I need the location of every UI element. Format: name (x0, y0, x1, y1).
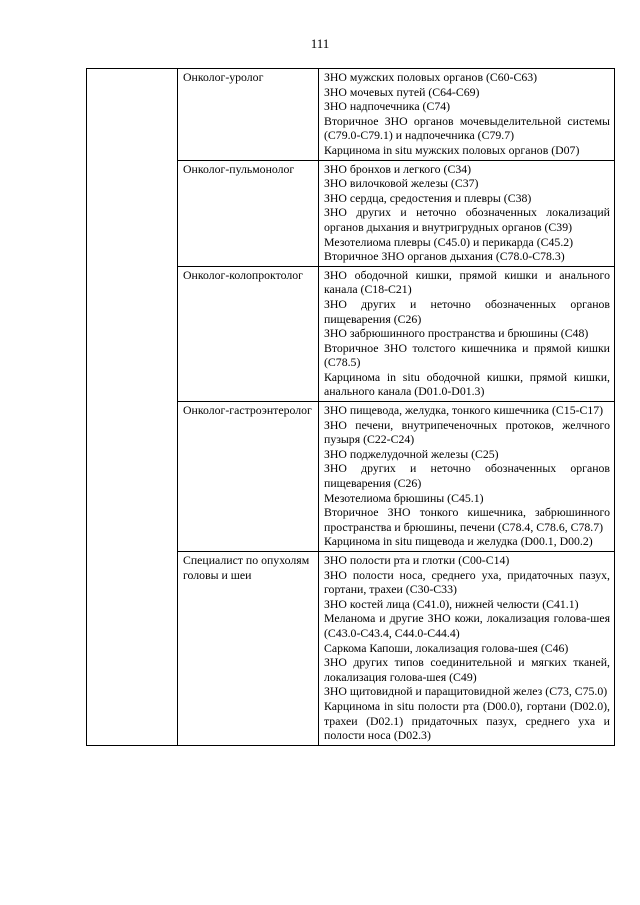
specialists-table (86, 68, 615, 746)
empty-first-column-cell (87, 69, 178, 746)
diagnosis-line: Карцинома in situ полости рта (D00.0), гортани (D02.0), трахеи (D02.1) придаточных пазух, среднего уха и полости носа (D02.3) (324, 698, 610, 743)
diagnosis-line: Вторичное ЗНО органов дыхания (С78.0-С78.3) (324, 249, 565, 264)
diagnosis-line: ЗНО костей лица (С41.0), нижней челюсти (С41.1) (324, 596, 579, 611)
diagnosis-line: Саркома Капоши, локализация голова-шея (С46) (324, 640, 569, 655)
diagnosis-line: ЗНО других типов соединительной и мягких тканей, локализация голова-шея (С49) (324, 655, 610, 684)
diagnosis-line: ЗНО поджелудочной железы (С25) (324, 446, 499, 461)
diagnosis-line: Карцинома in situ ободочной кишки, прямой кишки, анального канала (D01.0-D01.3) (324, 369, 610, 399)
diagnoses-cell (319, 552, 615, 746)
diagnosis-line: Мезотелиома плевры (С45.0) и перикарда (С45.2) (324, 234, 574, 249)
diagnosis-line: ЗНО мочевых путей (С64-С69) (324, 84, 480, 99)
diagnoses-cell (319, 69, 615, 161)
diagnosis-line: Вторичное ЗНО тонкого кишечника, забрюшинного пространства и брюшины, печени (С78.4, С78.6, С78.7) (324, 505, 610, 534)
diagnoses-cell (319, 402, 615, 552)
diagnosis-line: Меланома и другие ЗНО кожи, локализация голова-шея (С43.0-С43.4, С44.0-С44.4) (324, 611, 610, 640)
diagnosis-line: Карцинома in situ пищевода и желудка (D00.1, D00.2) (324, 534, 593, 549)
diagnoses-cell (319, 266, 615, 401)
diagnosis-line: ЗНО других и неточно обозначенных органов пищеварения (С26) (324, 461, 610, 491)
specialist-cell: Онколог-гастроэнтеролог (178, 402, 319, 552)
diagnosis-line: ЗНО ободочной кишки, прямой кишки и анального канала (С18-С21) (324, 267, 610, 297)
diagnosis-line: ЗНО других и неточно обозначенных органов пищеварения (С26) (324, 296, 610, 326)
diagnoses-cell (319, 160, 615, 266)
table-row (87, 69, 615, 161)
diagnosis-line: ЗНО сердца, средостения и плевры (С38) (324, 190, 532, 205)
specialist-cell: Онколог-уролог (178, 69, 319, 161)
diagnosis-line: Вторичное ЗНО органов мочевыделительной системы (С79.0-С79.1) и надпочечника (С79.7) (324, 113, 610, 143)
diagnosis-line: ЗНО забрюшинного пространства и брюшины (С48) (324, 326, 589, 341)
diagnosis-line: ЗНО полости носа, среднего уха, придаточных пазух, гортани, трахеи (С30-С33) (324, 567, 610, 597)
diagnosis-line: Карцинома in situ мужских половых органов (D07) (324, 142, 580, 157)
diagnosis-line: Вторичное ЗНО толстого кишечника и прямой кишки (С78.5) (324, 340, 610, 370)
diagnosis-line: ЗНО пищевода, желудка, тонкого кишечника (С15-С17) (324, 403, 604, 418)
diagnosis-line: ЗНО полости рта и глотки (С00-С14) (324, 553, 510, 567)
diagnosis-line: ЗНО надпочечника (С74) (324, 99, 451, 114)
diagnosis-line: ЗНО вилочковой железы (С37) (324, 176, 479, 191)
specialist-cell: Онколог-пульмонолог (178, 160, 319, 266)
specialist-cell: Специалист по опухолям головы и шеи (178, 552, 319, 746)
diagnosis-line: ЗНО щитовидной и паращитовидной желез (С73, С75.0) (324, 684, 608, 699)
diagnosis-line: Мезотелиома брюшины (С45.1) (324, 490, 484, 505)
page-number: 111 (310, 36, 330, 51)
diagnosis-line: ЗНО бронхов и легкого (С34) (324, 161, 472, 176)
diagnosis-line: ЗНО других и неточно обозначенных локализаций органов дыхания и внутригрудных органов (С39) (324, 205, 610, 234)
diagnosis-line: ЗНО печени, внутрипеченочных протоков, желчного пузыря (С22-С24) (324, 417, 610, 447)
specialist-cell: Онколог-колопроктолог (178, 266, 319, 401)
diagnosis-line: ЗНО мужских половых органов (С60-С63) (324, 70, 538, 84)
